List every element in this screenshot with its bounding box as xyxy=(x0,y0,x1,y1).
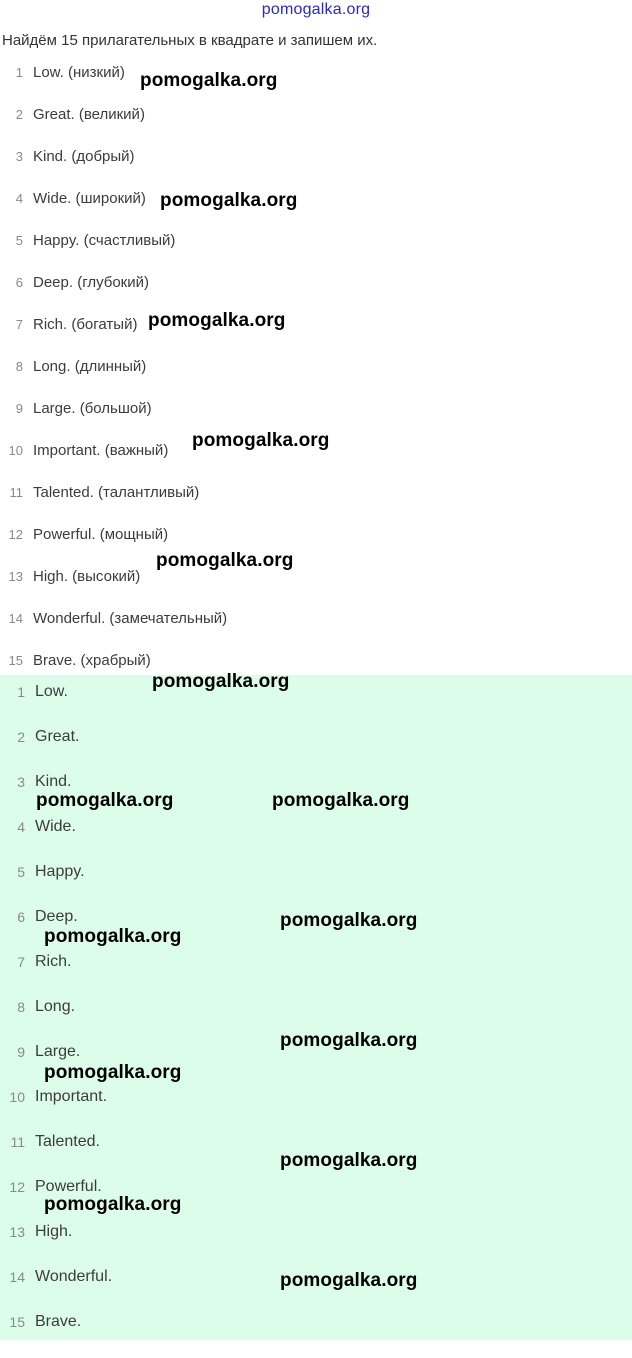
item-number: 8 xyxy=(17,999,25,1015)
item-text: Long. (длинный) xyxy=(33,358,147,375)
watermark: pomogalka.org xyxy=(44,926,182,947)
item-text: Kind. xyxy=(35,773,72,790)
item-number: 1 xyxy=(15,65,23,80)
item-text: Brave. (храбрый) xyxy=(33,652,151,669)
item-number: 10 xyxy=(8,443,23,458)
watermark: pomogalka.org xyxy=(280,1030,418,1051)
watermark: pomogalka.org xyxy=(156,550,294,571)
item-number: 14 xyxy=(8,611,23,626)
item-number: 12 xyxy=(8,527,23,542)
item-text: Rich. xyxy=(35,953,72,970)
item-number: 8 xyxy=(15,359,23,374)
item-text: Happy. xyxy=(35,863,85,880)
item-text: Wide. xyxy=(35,818,76,835)
item-number: 12 xyxy=(9,1179,25,1195)
item-text: Kind. (добрый) xyxy=(33,148,135,165)
item-text: Important. xyxy=(35,1088,108,1105)
item-text: High. (высокий) xyxy=(33,568,141,585)
item-number: 5 xyxy=(15,233,23,248)
item-text: High. xyxy=(35,1223,73,1240)
item-number: 4 xyxy=(17,819,25,835)
item-text: Great. xyxy=(35,728,80,745)
item-number: 3 xyxy=(17,774,25,790)
item-text: Long. xyxy=(35,998,76,1015)
item-number: 5 xyxy=(17,864,25,880)
item-text: Great. (великий) xyxy=(33,106,145,123)
watermark: pomogalka.org xyxy=(152,671,290,692)
item-number: 9 xyxy=(17,1044,25,1060)
watermark: pomogalka.org xyxy=(280,1150,418,1171)
item-number: 7 xyxy=(15,317,23,332)
item-number: 1 xyxy=(17,684,25,700)
item-number: 15 xyxy=(9,1314,25,1330)
item-text: Powerful. xyxy=(35,1178,102,1195)
item-number: 11 xyxy=(10,1134,25,1150)
item-number: 11 xyxy=(9,485,23,500)
item-number: 2 xyxy=(17,729,25,745)
watermark: pomogalka.org xyxy=(140,70,278,91)
item-text: Talented. (талантливый) xyxy=(33,484,200,501)
page-heading: Найдём 15 прилагательных в квадрате и запишем их. xyxy=(2,32,378,49)
item-number: 13 xyxy=(8,569,23,584)
item-number: 15 xyxy=(8,653,23,668)
item-number: 6 xyxy=(15,275,23,290)
item-text: Brave. xyxy=(35,1313,82,1330)
site-url: pomogalka.org xyxy=(261,1,371,18)
item-number: 10 xyxy=(9,1089,25,1105)
watermark: pomogalka.org xyxy=(272,790,410,811)
answer-block xyxy=(0,675,632,1340)
item-text: Low. xyxy=(35,683,68,700)
item-number: 13 xyxy=(9,1224,25,1240)
item-number: 14 xyxy=(9,1269,25,1285)
item-number: 2 xyxy=(15,107,23,122)
item-text: Important. (важный) xyxy=(33,442,169,459)
watermark: pomogalka.org xyxy=(280,910,418,931)
item-text: Deep. (глубокий) xyxy=(33,274,150,291)
watermark: pomogalka.org xyxy=(44,1194,182,1215)
item-text: Powerful. (мощный) xyxy=(33,526,169,543)
watermark: pomogalka.org xyxy=(192,430,330,451)
item-text: Deep. xyxy=(35,908,78,925)
watermark: pomogalka.org xyxy=(160,190,298,211)
watermark: pomogalka.org xyxy=(280,1270,418,1291)
item-number: 6 xyxy=(17,909,25,925)
watermark: pomogalka.org xyxy=(44,1062,182,1083)
item-number: 9 xyxy=(15,401,23,416)
item-text: Large. xyxy=(35,1043,81,1060)
item-text: Rich. (богатый) xyxy=(33,316,138,333)
item-text: Low. (низкий) xyxy=(33,64,125,81)
item-text: Wonderful. xyxy=(35,1268,113,1285)
item-text: Wonderful. (замечательный) xyxy=(33,610,228,627)
item-text: Large. (большой) xyxy=(33,400,152,417)
item-number: 4 xyxy=(15,191,23,206)
item-number: 7 xyxy=(17,954,25,970)
watermark: pomogalka.org xyxy=(36,790,174,811)
watermark: pomogalka.org xyxy=(148,310,286,331)
item-text: Happy. (счастливый) xyxy=(33,232,176,249)
item-number: 3 xyxy=(15,149,23,164)
item-text: Wide. (широкий) xyxy=(33,190,146,207)
item-text: Talented. xyxy=(35,1133,100,1150)
